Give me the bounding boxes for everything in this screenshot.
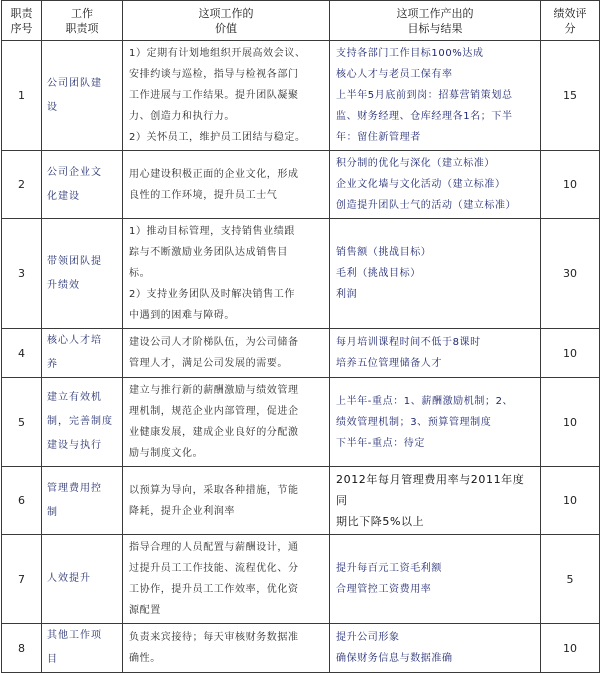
row-item: 其他工作项 目 (42, 624, 123, 673)
header-score: 绩效评 分 (541, 1, 600, 41)
row-value: 1）推动目标管理，支持销售业绩跟 踪与不断激励业务团队达成销售目 标。 2）支持业务团队及时解决销售工作 中遇到的困难与障碍。 (123, 219, 330, 329)
header-row (2, 1, 600, 41)
row-result: 支持各部门工作目标100%达成 核心人才与老员工保有率 上半年5月底前到岗：招募营销策划总 监、财务经理、仓库经理各1名；下半 年：留住新管理者 (330, 41, 541, 151)
row-number: 5 (2, 378, 42, 467)
table-row (2, 467, 600, 535)
row-score: 30 (541, 219, 600, 329)
row-value: 指导合理的人员配置与薪酬设计，通 过提升员工工作技能、流程优化、分 工协作，提升员工工作效率，优化资 源配置 (123, 535, 330, 624)
header-no: 职责 序号 (2, 1, 42, 41)
responsibility-table (1, 0, 600, 673)
row-item: 建立有效机 制，完善制度 建设与执行 (42, 378, 123, 467)
row-number: 4 (2, 329, 42, 378)
row-result: 每月培训课程时间不低于8课时 培养五位管理储备人才 (330, 329, 541, 378)
row-item: 公司团队建 设 (42, 41, 123, 151)
row-result: 积分制的优化与深化（建立标准） 企业文化墙与文化活动（建立标准） 创造提升团队士气的活动（建立标准） (330, 151, 541, 219)
row-number: 6 (2, 467, 42, 535)
header-value: 这项工作的 价值 (123, 1, 330, 41)
header-result: 这项工作产出的 目标与结果 (330, 1, 541, 41)
row-item: 公司企业文 化建设 (42, 151, 123, 219)
table-row (2, 329, 600, 378)
row-score: 10 (541, 329, 600, 378)
row-score: 5 (541, 535, 600, 624)
row-item: 人效提升 (42, 535, 123, 624)
row-score: 15 (541, 41, 600, 151)
row-number: 7 (2, 535, 42, 624)
row-value: 建设公司人才阶梯队伍，为公司储备 管理人才，满足公司发展的需要。 (123, 329, 330, 378)
row-score: 10 (541, 151, 600, 219)
table-row (2, 535, 600, 624)
row-score: 10 (541, 624, 600, 673)
row-result: 提升公司形象 确保财务信息与数据准确 (330, 624, 541, 673)
row-item: 核心人才培 养 (42, 329, 123, 378)
row-item: 带领团队提 升绩效 (42, 219, 123, 329)
row-number: 3 (2, 219, 42, 329)
table-row (2, 378, 600, 467)
row-result: 提升每百元工资毛利额 合理管控工资费用率 (330, 535, 541, 624)
table-row (2, 624, 600, 673)
row-result: 上半年-重点：1、薪酬激励机制；2、 绩效管理机制；3、预算管理制度 下半年-重点：待定 (330, 378, 541, 467)
table-row (2, 151, 600, 219)
row-score: 10 (541, 378, 600, 467)
row-result: 销售额（挑战目标） 毛利（挑战目标） 利润 (330, 219, 541, 329)
row-result: 2012年每月管理费用率与2011年度同 期比下降5%以上 (330, 467, 541, 535)
table-row (2, 219, 600, 329)
header-item: 工作 职责项 (42, 1, 123, 41)
table-row (2, 41, 600, 151)
row-number: 2 (2, 151, 42, 219)
row-value: 建立与推行新的薪酬激励与绩效管理 理机制，规范企业内部管理，促进企 业健康发展，建成企业良好的分配激 励与制度文化。 (123, 378, 330, 467)
row-score: 10 (541, 467, 600, 535)
row-value: 用心建设积极正面的企业文化，形成 良性的工作环境，提升员工士气 (123, 151, 330, 219)
row-value: 以预算为导向，采取各种措施，节能 降耗，提升企业利润率 (123, 467, 330, 535)
row-value: 负责来宾接待；每天审核财务数据准 确性。 (123, 624, 330, 673)
row-number: 8 (2, 624, 42, 673)
row-item: 管理费用控 制 (42, 467, 123, 535)
row-number: 1 (2, 41, 42, 151)
row-value: 1）定期有计划地组织开展高效会议、 安排约谈与巡检，指导与检视各部门 工作进展与工作结果。提升团队凝聚 力、创造力和执行力。 2）关怀员工，维护员工团结与稳定。 (123, 41, 330, 151)
